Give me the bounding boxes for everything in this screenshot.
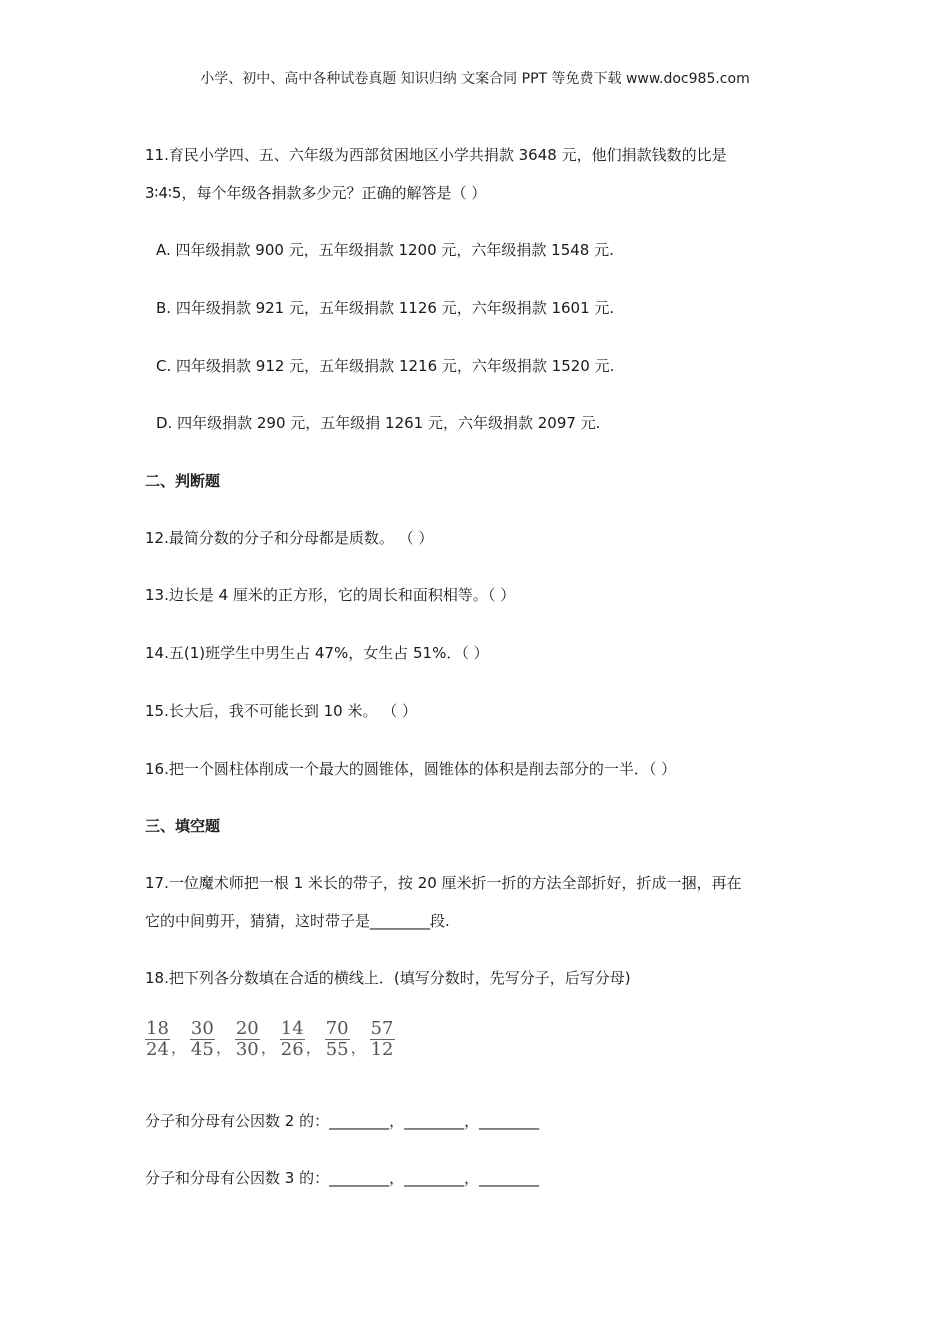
q11-option-a: A. 四年级捐款 900 元，五年级捐款 1200 元，六年级捐款 1548 元. [156, 241, 614, 259]
q11-line1: 11.育民小学四、五、六年级为西部贫困地区小学共捐款 3648 元，他们捐款钱数的比是 [145, 146, 727, 164]
q16: 16.把一个圆柱体削成一个最大的圆锥体，圆锥体的体积是削去部分的一半．（ ） [145, 760, 677, 778]
fraction-separator: ， [260, 1038, 277, 1057]
fraction [190, 1020, 215, 1059]
fraction-denominator: 12 [370, 1039, 394, 1060]
fraction-denominator: 24 [146, 1039, 169, 1060]
q17-line1: 17.一位魔术师把一根 1 米长的带子，按 20 厘米折一折的方法全部折好，折成一捆，再在 [145, 874, 742, 892]
fraction-separator: ， [305, 1038, 322, 1057]
section2-title: 二、判断题 [145, 472, 221, 490]
fraction [235, 1020, 260, 1059]
q11-option-c: C. 四年级捐款 912 元，五年级捐款 1216 元，六年级捐款 1520 元. [156, 357, 615, 375]
fraction-denominator: 30 [235, 1039, 259, 1060]
fraction-denominator: 26 [280, 1039, 304, 1060]
q14: 14.五(1)班学生中男生占 47%，女生占 51%．（ ） [145, 644, 489, 662]
q12: 12.最简分数的分子和分母都是质数。 （ ） [145, 529, 434, 547]
fraction [370, 1020, 395, 1059]
q18-factor3-blanks: 分子和分母有公因数 3 的：________，________，________ [145, 1169, 540, 1187]
q11-option-d: D. 四年级捐款 290 元，五年级捐 1261 元，六年级捐款 2097 元. [156, 414, 601, 432]
section3-title: 三、填空题 [145, 817, 221, 835]
fraction-separator: ， [215, 1038, 232, 1057]
fraction-separator: ， [350, 1038, 367, 1057]
q13: 13.边长是 4 厘米的正方形，它的周长和面积相等。（ ） [145, 586, 516, 604]
fraction-numerator: 57 [370, 1018, 394, 1039]
q18-line1: 18.把下列各分数填在合适的横线上．(填写分数时，先写分子，后写分母) [145, 969, 631, 987]
fraction [325, 1020, 350, 1059]
q11-line2: 3∶4∶5，每个年级各捐款多少元？正确的解答是（ ） [145, 184, 487, 202]
fraction-denominator: 45 [190, 1039, 214, 1060]
fraction-numerator: 14 [280, 1018, 304, 1039]
q18-factor2-blanks: 分子和分母有公因数 2 的：________，________，________ [145, 1112, 540, 1130]
fraction-numerator: 18 [146, 1018, 169, 1039]
q11-option-b: B. 四年级捐款 921 元，五年级捐款 1126 元，六年级捐款 1601 元. [156, 299, 615, 317]
fraction-numerator: 20 [235, 1018, 259, 1039]
fraction-numerator: 70 [325, 1018, 349, 1039]
fraction [280, 1020, 305, 1059]
page-header: 小学、初中、高中各种试卷真题 知识归纳 文案合同 PPT 等免费下载 www.doc985.com [200, 71, 750, 87]
q18-fraction-list [145, 1020, 395, 1059]
fraction-separator: ， [170, 1038, 187, 1057]
fraction-denominator: 55 [325, 1039, 349, 1060]
fraction [145, 1020, 170, 1059]
q17-line2: 它的中间剪开，猜猜，这时带子是________段. [145, 912, 450, 930]
fraction-numerator: 30 [190, 1018, 214, 1039]
q15: 15.长大后，我不可能长到 10 米。 （ ） [145, 702, 418, 720]
